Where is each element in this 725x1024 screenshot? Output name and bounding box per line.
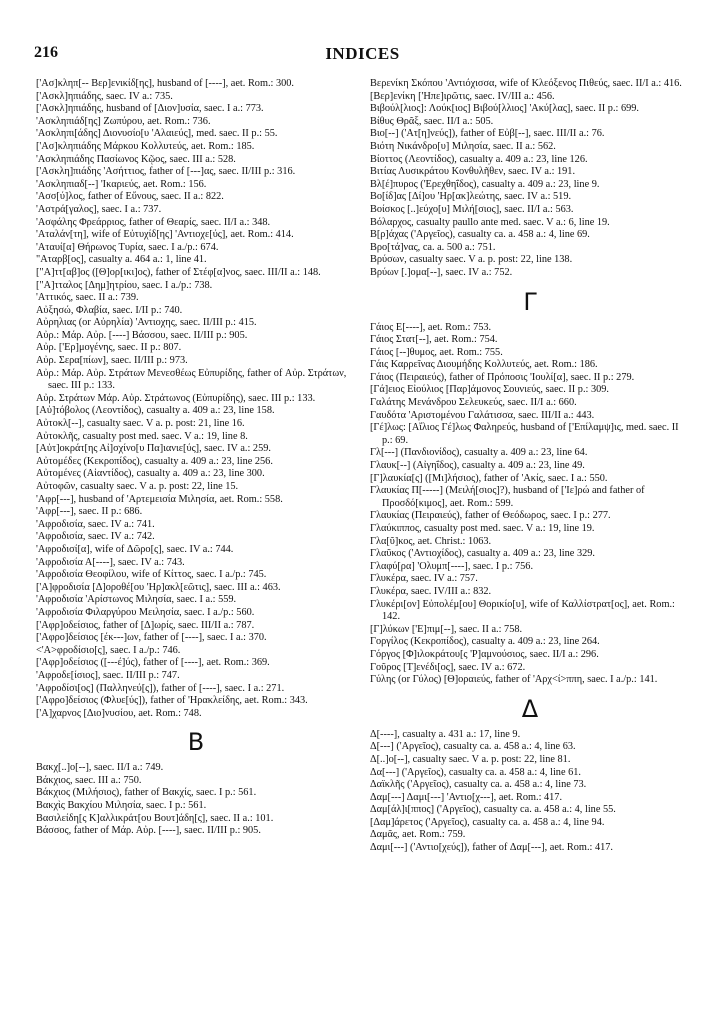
index-entry: Δαμ[άλ]ι[ππος] ('Αργεῖος), casualty ca. a. 458 a.: 4, line 55. xyxy=(370,804,616,816)
index-entry: 'Ασκληπιάδ[ης] Ζωπύρου, aet. Rom.: 736. xyxy=(36,115,211,127)
index-entry: [Βερ]ενίκη ['Ηπε]ιρῶτις, saec. IV/III a.: 456. xyxy=(370,90,555,102)
index-entry: Δ[----], casualty a. 431 a.: 17, line 9. xyxy=(370,728,521,740)
index-entry: Γύλης (or Γύλος) [Θ]οραιεύς, father of 'Αρχ<ί>ππη, saec. I a./p.: 141. xyxy=(370,674,658,686)
index-entry: 'Αφροδίσι[ος] (Παλληνεύ[ς]), father of [----], saec. I a.: 271. xyxy=(36,682,285,694)
index-entry: Γλαῦκος ('Αντιοχίδος), casualty a. 409 a.: 23, line 329. xyxy=(370,548,595,560)
index-entry: ['Αφρο]δείσιος (Φλυε[ύς]), father of 'Ηρακλείδης, aet. Rom.: 343. xyxy=(36,695,308,707)
index-entry: Βόλαρχος, casualty paullo ante med. saec. V a.: 6, line 19. xyxy=(370,216,610,228)
index-entry: Βιότη Νικάνδρο[υ] Μιλησία, saec. II a.: 562. xyxy=(370,140,556,152)
index-entry: 'Αφροδε[ίσιος], saec. II/III p.: 747. xyxy=(36,669,180,681)
index-entry: Βιβούλ[λιος]: Λούκ[ιος] Βιβού[λλιος] 'Ακύ[λας], saec. II p.: 699. xyxy=(370,103,639,115)
index-entry: Αὐξησώ, Φλαβία, saec. I/II p.: 740. xyxy=(36,304,183,316)
index-entry: ['Ασκλ]ηπιάδης, husband of [Διον]υσία, saec. I a.: 773. xyxy=(36,103,264,115)
index-entry: ['Α]φροδισία [Δ]οροθέ[ου 'Ηρ]ακλ[εῶτις], saec. III a.: 463. xyxy=(36,581,281,593)
index-entry: ['Ασ]κληπιάδης Μάρκου Κολλυτεύς, aet. Rom.: 185. xyxy=(36,140,255,152)
index-entry: Βρο[τά]νας, ca. a. 500 a.: 751. xyxy=(370,241,496,253)
index-entry: [Δαμ]άρετος ('Αργεῖος), casualty ca. a. 458 a.: 4, line 94. xyxy=(370,816,605,828)
index-entry: Δαμι[---] ('Αντιο[χεύς]), father of Δαμ[---], aet. Rom.: 417. xyxy=(370,842,613,854)
index-entry: Βοίσκος [..]εύχο[υ] Μιλή[σιος], saec. II/I a.: 563. xyxy=(370,203,574,215)
index-entry: ['Αφρ]οδείσιος, father of [Δ]ωρίς, saec. III/II a.: 787. xyxy=(36,619,255,631)
index-entry: Δα[---] ('Αργεῖος), casualty ca. a. 458 a.: 4, line 61. xyxy=(370,766,581,778)
index-entry: ['Α]χαρνος [Διο]νυσίου, aet. Rom.: 748. xyxy=(36,707,202,719)
index-entry: ["Α]ττ[αβ]ος ([Θ]ορ[ικι]ος), father of Στέφ[α]νος, saec. III/II a.: 148. xyxy=(36,266,321,278)
index-entry: 'Αφροδισία Θεοφίλου, wife of Κίττος, saec. I a./p.: 745. xyxy=(36,569,267,581)
index-entry: Γαυδότα 'Αριστομένου Γαλάτισσα, saec. III/II a.: 443. xyxy=(370,409,595,421)
index-entry: Δαμ[---] Δαμι[---] 'Αντιο[χ---], aet. Rom.: 417. xyxy=(370,791,563,803)
index-entry: [Αὐτ]οκράτ[ης Αἰ]σχίνο[υ Πα]ιανιε[ύς], saec. IV a.: 259. xyxy=(36,443,271,455)
index-entry: Δ[..]ο[--], casualty saec. V a. p. post: 22, line 81. xyxy=(370,753,571,765)
index-entry: Αὐτοφῶν, casualty saec. V a. p. post: 22, line 15. xyxy=(36,481,239,492)
index-entry: 'Αφροδισία, saec. IV a.: 741. xyxy=(36,518,155,530)
right-column xyxy=(370,78,690,855)
index-entry: [Γά]ειος Εἰούλιος [Παρ]άμονος Σουνιεύς, saec. II p.: 309. xyxy=(370,384,609,396)
index-entry: Αὐτοκλ[--], casualty saec. V a. p. post: 21, line 16. xyxy=(36,418,245,430)
index-entry: 'Ασσ[ύ]λος, father of Εὔνους, saec. II a.: 822. xyxy=(36,191,224,203)
index-entry: Γόργος [Φ]ιλοκράτου[ς 'Ρ]αμνούσιος, saec. II/I a.: 296. xyxy=(370,648,599,660)
index-entry: Βάκχιος, saec. III a.: 750. xyxy=(36,774,142,786)
index-entry: 'Αφροδισί[α], wife of Δῶρο[ς], saec. IV a.: 744. xyxy=(36,543,234,555)
index-entry: 'Ασκληπι[άδης] Διονυσίο[υ 'Αλαιεύς], med. saec. II p.: 55. xyxy=(36,128,278,140)
section-letter-heading: Β xyxy=(187,728,205,757)
index-entry: Γλυκέρα, saec. IV a.: 757. xyxy=(370,573,478,585)
index-entry: Αὐρ. ['Ερ]μογένης, saec. II p.: 807. xyxy=(36,342,182,354)
index-entry: Βακχ[..]ο[--], saec. II/I a.: 749. xyxy=(36,762,164,774)
index-entry: 'Αφροδισία 'Αρίστωνος Μιλησία, saec. I a.: 559. xyxy=(36,594,237,606)
index-entry: Βίοττος (Λεοντίδος), casualty a. 409 a.: 23, line 126. xyxy=(370,153,588,165)
index-entry: 'Αφροδισία Α[----], saec. IV a.: 743. xyxy=(36,556,185,568)
section-letter-heading: Δ xyxy=(521,694,539,723)
index-entry: 'Ασκληπιάδης Πασίωνος Κῷος, saec. III a.: 528. xyxy=(36,153,236,165)
index-entry: [Αὐ]τόβολος (Λεοντίδος), casualty a. 409 a.: 23, line 158. xyxy=(36,405,275,417)
index-entry: Βρύων [.]ομα[--], saec. IV a.: 752. xyxy=(370,266,513,278)
index-entry: Γλα[ῦ]κος, aet. Christ.: 1063. xyxy=(370,535,492,547)
index-entry: ['Ασ]κληπ[-- Βερ]ενικίδ[ης], husband of [----], aet. Rom.: 300. xyxy=(36,78,294,89)
index-entry: Γοργίλος (Κεκροπίδος), casualty a. 409 a.: 23, line 264. xyxy=(370,636,600,648)
index-entry: [Γέ]λως: [Αἴλιος Γέ]λως Φαληρεύς, husband of ['Επίλαμψ]ις, med. saec. II p.: 69. xyxy=(370,422,679,446)
index-entry: Δαμᾶς, aet. Rom.: 759. xyxy=(370,829,466,841)
index-entry: Γλαυκίας (Πειραιεύς), father of Θεόδωρος, saec. I p.: 277. xyxy=(370,510,611,522)
index-entry: Αὐτοκλῆς, casualty post med. saec. V a.: 19, line 8. xyxy=(36,430,248,442)
index-entry: Αὐτομέδες (Κεκροπίδος), casualty a. 409 a.: 23, line 256. xyxy=(36,455,273,467)
index-entry: Γάιος Ε[----], aet. Rom.: 753. xyxy=(370,321,492,333)
index-entry: "Αταρβ[ος], casualty a. 464 a.: 1, line 41. xyxy=(36,254,207,266)
index-entry: 'Αφρ[---], husband of 'Αρτεμεισία Μιλησία, aet. Rom.: 558. xyxy=(36,493,283,505)
index-entry: Αὐρ. Σερα[πίων], saec. II/III p.: 973. xyxy=(36,355,188,367)
index-entry: 'Αφροδισία, saec. IV a.: 742. xyxy=(36,531,155,543)
index-entry: 'Αφροδισία Φιλαργύρου Μειλησία, saec. I a./p.: 560. xyxy=(36,606,255,618)
index-entry: Βάσσος, father of Μάρ. Αὐρ. [----], saec. II/III p.: 905. xyxy=(36,825,261,837)
index-entry: Γλαυκίας Π[-----] (Μειλή[σιος]?), husband of ['Ιε]ρώ and father of Προσδό[κιμος], aet. Rom.: 599. xyxy=(370,485,645,509)
index-entry: Βερενίκη Σκόπου 'Αντιόχισσα, wife of Κλεόξενος Πιθεύς, saec. II/I a.: 416. xyxy=(370,78,682,89)
index-entry: Αὐρηλιας (or Αὐρηλία) 'Αντιοχης, saec. II/III p.: 415. xyxy=(36,317,257,329)
index-entry: Γλυκέρα, saec. IV/III a.: 832. xyxy=(370,585,492,597)
index-entry: Βασιλείδη[ς Κ]αλλικράτ[ου Βουτ]άδη[ς], saec. II a.: 101. xyxy=(36,812,274,824)
index-entry: Γάιος (Πειραιεύς), father of Πρόποσις 'Ιουλί[α], saec. II p.: 279. xyxy=(370,371,635,383)
index-entry: Βιτίας Λυσικράτου Κονθυλῆθεν, saec. IV a.: 191. xyxy=(370,166,576,178)
running-head-title: INDICES xyxy=(325,44,400,63)
index-entry: Δαϊκλῆς ('Αργεῖος), casualty ca. a. 458 a.: 4, line 73. xyxy=(370,779,587,791)
index-entry: Αὐρ. Στράτων Μάρ. Αὐρ. Στράτωνος (Εὐπυρίδης), saec. III p.: 133. xyxy=(36,392,316,404)
index-entry: Αὐρ.: Μάρ. Αὐρ. Στράτων Μενεσθέως Εὐπυρίδης, father of Αὐρ. Στράτων, saec. III p.: 133. xyxy=(36,367,347,392)
index-entry: Βρύσων, casualty saec. V a. p. post: 22, line 138. xyxy=(370,254,573,266)
index-entry: Γαλάτης Μενάνδρου Σελευκεύς, saec. II/I a.: 660. xyxy=(370,397,577,409)
index-entry: Γάιος [--]θυμος, aet. Rom.: 755. xyxy=(370,346,503,358)
section-letter-heading: Γ xyxy=(523,287,537,316)
index-entry: Βακχὶς Βακχίου Μιλησία, saec. I p.: 561. xyxy=(36,800,207,812)
index-entry: 'Ασκληπιαδ[--] 'Ικαριεύς, aet. Rom.: 156. xyxy=(36,178,207,190)
index-entry: Αὐτομένες (Αἰαντίδος), casualty a. 409 a.: 23, line 300. xyxy=(36,468,265,480)
index-entry: 'Αταυί[α] Θήρωνος Τυρία, saec. I a./p.: 674. xyxy=(36,241,219,253)
index-entry: 'Αφρ[---], saec. II p.: 686. xyxy=(36,506,143,518)
index-entry: Δ[---] ('Αργεῖος), casualty ca. a. 458 a.: 4, line 63. xyxy=(370,741,576,753)
index-entry: ['Αφρο]δείσιος [έκ---]ων, father of [----], saec. I a.: 370. xyxy=(36,632,267,644)
index-entry: Γλυκέρι[ον] Εὐπολέμ[ου] Θορικίο[υ], wife of Καλλίστρατ[ος], aet. Rom.: 142. xyxy=(370,598,675,623)
index-entry: [Γ]λαυκία[ς] ([Μι]λήσιος), father of 'Ακίς, saec. I a.: 550. xyxy=(370,472,608,484)
index-entry: Γλαύκιππος, casualty post med. saec. V a.: 19, line 19. xyxy=(370,523,595,534)
index-entry: Γλ[---] (Πανδιονίδος), casualty a. 409 a.: 23, line 64. xyxy=(370,447,588,459)
index-entry: Αὐρ.: Μάρ. Αὐρ. [----] Βάσσου, saec. II/III p.: 905. xyxy=(36,329,248,341)
index-entry: [Γ]λύκων ['Ε]πιμ[--], saec. II a.: 758. xyxy=(370,623,523,635)
index-entry: Γλαφύ[ρα] 'Ολυμπ[----], saec. I p.: 756. xyxy=(370,560,534,572)
index-entry: ["Α]τταλος [Δημ]ητρίου, saec. I a./p.: 738. xyxy=(36,279,213,291)
left-column xyxy=(36,78,356,838)
index-entry: Γάιος Στατ[--], aet. Rom.: 754. xyxy=(370,334,498,346)
index-entry: Βλ[έ]πυρος ('Ερεχθηΐδος), casualty a. 409 a.: 23, line 9. xyxy=(370,178,600,190)
index-entry: Βάκχιος (Μιλήσιος), father of Βακχίς, saec. I p.: 561. xyxy=(36,787,257,799)
page-number: 216 xyxy=(34,44,58,61)
index-entry: 'Αττικός, saec. II a.: 739. xyxy=(36,292,139,304)
index-entry: Βιο[--] ('Ατ[η]νεύς]), father of Εὐβ[--], saec. III/II a.: 76. xyxy=(370,128,605,140)
index-entry: Γάις Καρρεῖνας Διουμήδης Κολλυτεύς, aet. Rom.: 186. xyxy=(370,359,598,371)
index-entry: 'Αταλάν[τη], wife of Εὐτυχίδ[ης] 'Αντιοχε[ύς], aet. Rom.: 414. xyxy=(36,229,294,241)
index-entry: <'Α>φροδίσιο[ς], saec. I a./p.: 746. xyxy=(36,644,181,656)
index-entry: ['Ασκλη]πιάδης 'Ασήττιος, father of [---]ας, saec. II/III p.: 316. xyxy=(36,166,296,178)
index-entry: Γλαυκ[--] (Αἰγηΐδος), casualty a. 409 a.: 23, line 49. xyxy=(370,460,585,472)
index-entry: Γοῦρος [Τ]ενέδι[ος], saec. IV a.: 672. xyxy=(370,661,526,673)
index-entry: 'Ασφάλης Φρεάρριος, father of Θεαρίς, saec. II/I a.: 348. xyxy=(36,216,271,228)
index-entry: Βίθυς Θρᾶξ, saec. II/I a.: 505. xyxy=(370,115,494,127)
index-entry: ['Αφρ]οδείσιος ([---έ]ύς), father of [----], aet. Rom.: 369. xyxy=(36,657,270,669)
index-entry: Β[ρ]άχας ('Αργεῖος), casualty ca. a. 458 a.: 4, line 69. xyxy=(370,229,590,241)
index-entry: ['Ασκλ]ηπιάδης, saec. IV a.: 735. xyxy=(36,90,173,102)
index-entry: Βο[ίδ]ας [Δί]ου 'Ηρ[ακ]λεώτης, saec. IV a.: 519. xyxy=(370,191,572,203)
index-entry: 'Αστρά[γαλος], saec. I a.: 737. xyxy=(36,203,162,215)
